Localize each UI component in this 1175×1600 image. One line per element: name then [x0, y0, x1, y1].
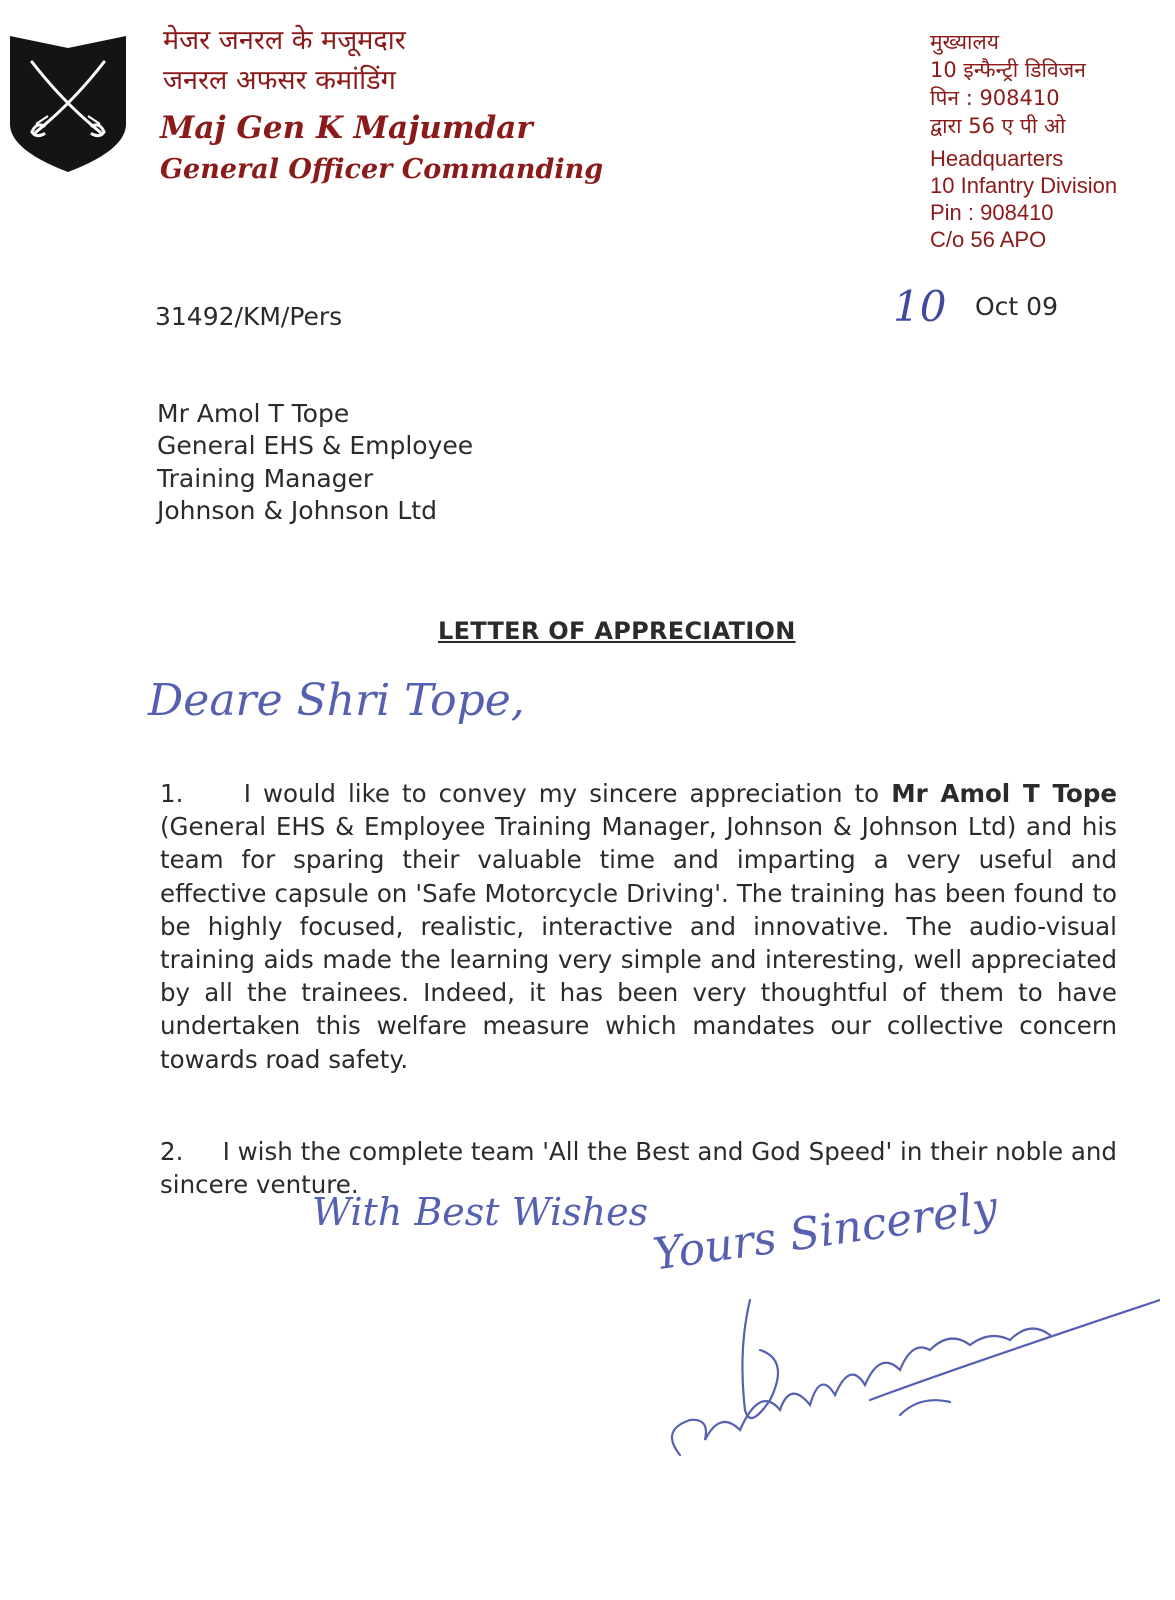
recipient-line: Mr Amol T Tope [157, 399, 350, 428]
letterhead-title: General Officer Commanding [160, 154, 604, 185]
paragraph-bold-name: Mr Amol T Tope [891, 779, 1117, 808]
recipient-line: Training Manager [157, 464, 374, 493]
letterhead-hindi-title: जनरल अफसर कमांडिंग [163, 65, 396, 96]
address-hindi-line: 10 इन्फैन्ट्री डिविजन [930, 58, 1086, 82]
recipient-line: Johnson & Johnson Ltd [157, 496, 437, 525]
recipient-line: General EHS & Employee [157, 431, 474, 460]
signature-icon [650, 1290, 1160, 1470]
letterhead-name: Maj Gen K Majumdar [160, 110, 533, 146]
paragraph-number: 2. [160, 1137, 184, 1166]
address-line: C/o 56 APO [930, 227, 1047, 252]
handwritten-closing: With Best Wishes [312, 1190, 649, 1234]
handwritten-salutation: Deare Shri Tope, [148, 675, 525, 726]
address-hindi-line: मुख्यालय [930, 30, 999, 54]
letterhead-hindi-name: मेजर जनरल के मजूमदार [163, 25, 406, 56]
letter-subject: LETTER OF APPRECIATION [438, 617, 796, 645]
address-line: Headquarters [930, 146, 1064, 171]
address-hindi-line: द्वारा 56 ए पी ओ [930, 114, 1066, 138]
address-line: Pin : 908410 [930, 200, 1054, 225]
paragraph-number: 1. [160, 779, 184, 808]
date-day-handwritten: 10 [893, 282, 947, 331]
address-hindi-line: पिन : 908410 [930, 86, 1060, 110]
handwritten-yours-sincerely: Yours Sincerely [650, 1181, 1001, 1281]
date-month-year: Oct 09 [975, 292, 1058, 321]
crossed-swords-emblem-icon [8, 32, 128, 174]
paragraph-intro: I would like to convey my sincere appreciation to [243, 779, 880, 808]
paragraph-text: I wish the complete team 'All the Best and God Speed' in their noble and sincere venture. [160, 1137, 1117, 1200]
address-line: 10 Infantry Division [930, 173, 1118, 198]
reference-number: 31492/KM/Pers [155, 302, 343, 331]
paragraph-1 [160, 777, 1117, 1076]
paragraph-text: (General EHS & Employee Training Manager, Johnson & Johnson Ltd) and his team for sparing their valuable time and imparting a very useful and effective capsule on 'Safe Motorcycle Driving'. The training has been found to be highly focused, realistic, interactive and innovative. The audio-visual training aids made the learning very simple and interesting, well appreciated by all the trainees. Indeed, it has been very thoughtful of them to have undertaken this welfare measure which mandates our collective concern towards road safety. [160, 812, 1117, 1074]
